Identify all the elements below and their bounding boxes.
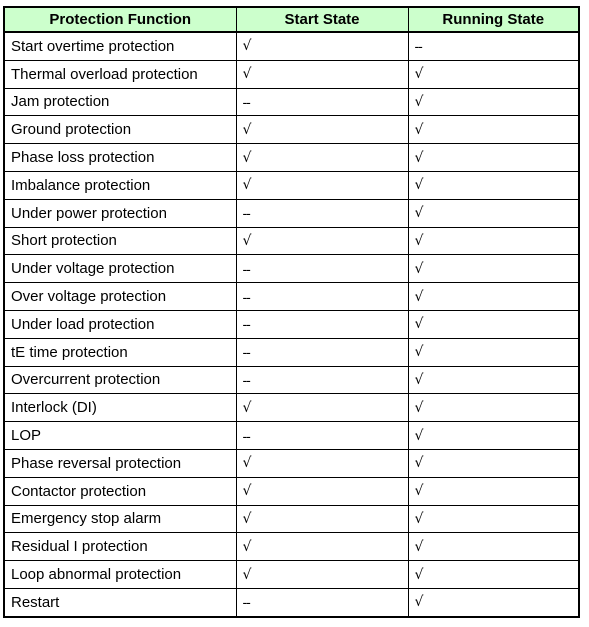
table-row bbox=[4, 310, 579, 338]
cell-protection-function: Contactor protection bbox=[4, 477, 236, 505]
table-row bbox=[4, 588, 579, 616]
cell-running-state: √ bbox=[408, 394, 579, 422]
cell-protection-function: Start overtime protection bbox=[4, 32, 236, 60]
table-row bbox=[4, 449, 579, 477]
cell-running-state: √ bbox=[408, 449, 579, 477]
cell-protection-function: Under load protection bbox=[4, 310, 236, 338]
cell-running-state: √ bbox=[408, 366, 579, 394]
cell-protection-function: Phase loss protection bbox=[4, 144, 236, 172]
cell-protection-function: Imbalance protection bbox=[4, 171, 236, 199]
cell-start-state: -- bbox=[236, 199, 408, 227]
cell-start-state: √ bbox=[236, 116, 408, 144]
cell-start-state: -- bbox=[236, 88, 408, 116]
cell-protection-function: Over voltage protection bbox=[4, 283, 236, 311]
cell-running-state: √ bbox=[408, 533, 579, 561]
cell-running-state: √ bbox=[408, 505, 579, 533]
cell-start-state: -- bbox=[236, 310, 408, 338]
table-row bbox=[4, 477, 579, 505]
header-running-state: Running State bbox=[408, 7, 579, 32]
table-row bbox=[4, 533, 579, 561]
table-row bbox=[4, 561, 579, 589]
cell-protection-function: Short protection bbox=[4, 227, 236, 255]
cell-protection-function: Jam protection bbox=[4, 88, 236, 116]
cell-start-state: √ bbox=[236, 227, 408, 255]
table-row bbox=[4, 60, 579, 88]
table-row bbox=[4, 422, 579, 450]
cell-protection-function: Thermal overload protection bbox=[4, 60, 236, 88]
cell-start-state: √ bbox=[236, 477, 408, 505]
cell-running-state: √ bbox=[408, 255, 579, 283]
cell-start-state: √ bbox=[236, 505, 408, 533]
cell-start-state: √ bbox=[236, 171, 408, 199]
cell-start-state: √ bbox=[236, 561, 408, 589]
cell-running-state: √ bbox=[408, 171, 579, 199]
cell-start-state: √ bbox=[236, 449, 408, 477]
table-row bbox=[4, 505, 579, 533]
cell-running-state: √ bbox=[408, 88, 579, 116]
protection-function-table bbox=[3, 6, 580, 618]
table-row bbox=[4, 394, 579, 422]
cell-start-state: √ bbox=[236, 32, 408, 60]
cell-start-state: √ bbox=[236, 60, 408, 88]
cell-start-state: -- bbox=[236, 588, 408, 616]
header-start-state: Start State bbox=[236, 7, 408, 32]
cell-running-state: √ bbox=[408, 116, 579, 144]
protection-table-container bbox=[3, 6, 578, 618]
table-row bbox=[4, 255, 579, 283]
cell-protection-function: Emergency stop alarm bbox=[4, 505, 236, 533]
table-body bbox=[4, 32, 579, 617]
cell-running-state: √ bbox=[408, 588, 579, 616]
cell-protection-function: Loop abnormal protection bbox=[4, 561, 236, 589]
cell-start-state: -- bbox=[236, 255, 408, 283]
table-row bbox=[4, 32, 579, 60]
cell-running-state: √ bbox=[408, 283, 579, 311]
cell-start-state: √ bbox=[236, 394, 408, 422]
table-row bbox=[4, 338, 579, 366]
cell-protection-function: Under voltage protection bbox=[4, 255, 236, 283]
cell-running-state: √ bbox=[408, 561, 579, 589]
cell-protection-function: Residual I protection bbox=[4, 533, 236, 561]
table-row bbox=[4, 227, 579, 255]
cell-start-state: -- bbox=[236, 366, 408, 394]
cell-start-state: -- bbox=[236, 283, 408, 311]
cell-running-state: √ bbox=[408, 477, 579, 505]
table-row bbox=[4, 283, 579, 311]
table-row bbox=[4, 366, 579, 394]
table-row bbox=[4, 116, 579, 144]
cell-running-state: √ bbox=[408, 199, 579, 227]
cell-running-state: √ bbox=[408, 310, 579, 338]
cell-start-state: -- bbox=[236, 338, 408, 366]
cell-start-state: √ bbox=[236, 144, 408, 172]
table-row bbox=[4, 199, 579, 227]
cell-protection-function: Overcurrent protection bbox=[4, 366, 236, 394]
table-row bbox=[4, 171, 579, 199]
cell-running-state: √ bbox=[408, 227, 579, 255]
cell-running-state: √ bbox=[408, 60, 579, 88]
cell-start-state: -- bbox=[236, 422, 408, 450]
cell-protection-function: Phase reversal protection bbox=[4, 449, 236, 477]
cell-protection-function: Under power protection bbox=[4, 199, 236, 227]
table-header-row bbox=[4, 7, 579, 32]
cell-start-state: √ bbox=[236, 533, 408, 561]
cell-running-state: √ bbox=[408, 338, 579, 366]
cell-protection-function: Interlock (DI) bbox=[4, 394, 236, 422]
table-row bbox=[4, 88, 579, 116]
cell-protection-function: Ground protection bbox=[4, 116, 236, 144]
cell-running-state: √ bbox=[408, 144, 579, 172]
header-protection-function: Protection Function bbox=[4, 7, 236, 32]
cell-running-state: -- bbox=[408, 32, 579, 60]
cell-protection-function: Restart bbox=[4, 588, 236, 616]
cell-running-state: √ bbox=[408, 422, 579, 450]
cell-protection-function: LOP bbox=[4, 422, 236, 450]
cell-protection-function: tE time protection bbox=[4, 338, 236, 366]
table-row bbox=[4, 144, 579, 172]
